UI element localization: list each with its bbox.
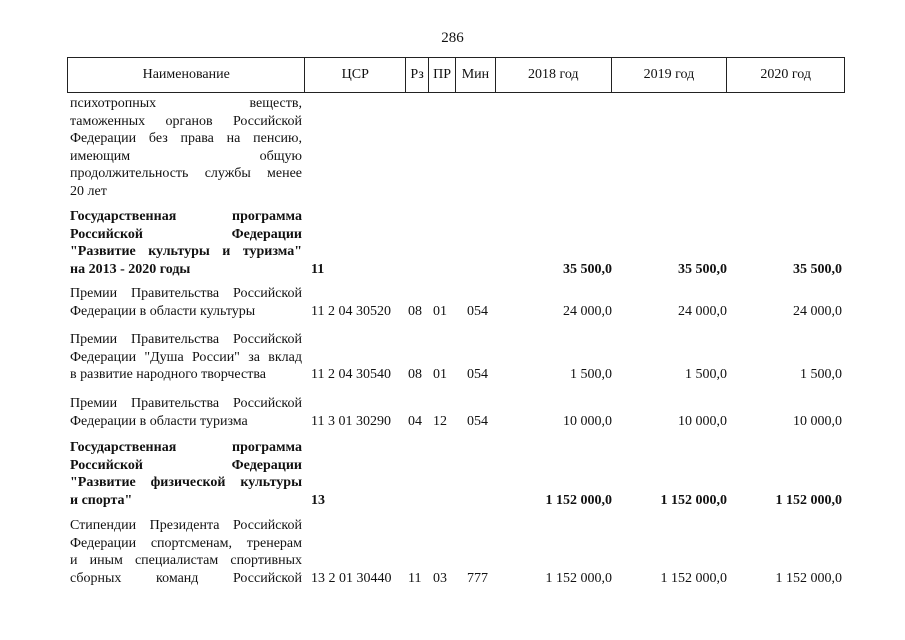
row-2019: 1 152 000,0: [660, 492, 727, 508]
row-min: 054: [467, 303, 488, 319]
row-2018: 1 152 000,0: [545, 570, 612, 586]
row-name: [70, 517, 302, 587]
row-name-line: "Развитие культуры и туризма": [70, 244, 302, 259]
row-min: 054: [467, 413, 488, 429]
row-min: 054: [467, 367, 488, 382]
row-name-line: психотропных веществ,: [70, 96, 302, 111]
table-row: [67, 95, 845, 201]
row-name-line: имеющим общую: [70, 148, 302, 164]
header-name: Наименование: [68, 58, 305, 92]
row-2018: 24 000,0: [563, 303, 612, 319]
row-2019: 1 152 000,0: [660, 570, 727, 586]
row-name-line: Федерации в области туризма: [70, 413, 248, 429]
row-name-line: Государственная программа: [70, 209, 302, 224]
row-name-line: Российской Федерации: [70, 226, 302, 242]
row-name-line: Стипендии Президента Российской: [70, 518, 302, 533]
row-name-line: в развитие народного творчества: [70, 367, 266, 382]
row-2020: 1 152 000,0: [775, 570, 842, 586]
row-csr: 11: [311, 261, 325, 277]
header-2019: 2019 год: [612, 58, 728, 92]
header-rz: Рз: [406, 58, 429, 92]
row-2018: 1 500,0: [570, 367, 612, 382]
row-pr: 01: [433, 303, 447, 319]
row-name: [70, 208, 302, 278]
row-name-line: Федерации "Душа России" за вклад: [70, 349, 302, 365]
row-csr: 13 2 01 30440: [311, 570, 392, 586]
header-2018: 2018 год: [496, 58, 612, 92]
row-name-line: Федерации спортсменам, тренерам: [70, 535, 302, 551]
row-2019: 1 500,0: [685, 367, 727, 382]
row-pr: 12: [433, 413, 447, 429]
row-min: 777: [467, 570, 488, 586]
row-name-line: Федерации без права на пенсию,: [70, 131, 302, 146]
row-2020: 1 152 000,0: [775, 492, 842, 508]
header-2020: 2020 год: [760, 67, 811, 82]
row-rz: 08: [408, 303, 422, 319]
row-rz: 11: [408, 570, 422, 586]
header-min: Мин: [456, 58, 496, 92]
table-row: [67, 208, 845, 278]
row-name-line: продолжительность службы менее: [70, 166, 302, 181]
row-rz: 04: [408, 413, 422, 429]
row-csr: 11 2 04 30540: [311, 367, 391, 382]
row-2019: 24 000,0: [678, 303, 727, 319]
row-name-line: на 2013 - 2020 годы: [70, 261, 191, 277]
row-name-line: Федерации в области культуры: [70, 303, 256, 319]
row-2020: 35 500,0: [793, 261, 842, 277]
row-name: [70, 285, 302, 320]
header-csr: ЦСР: [305, 58, 406, 92]
row-2018: 1 152 000,0: [545, 492, 612, 508]
row-name: [70, 95, 302, 200]
row-name: [70, 439, 302, 509]
row-2018: 10 000,0: [563, 413, 612, 429]
row-name: [70, 395, 302, 430]
row-name-line: Премии Правительства Российской: [70, 286, 302, 301]
row-2018: 35 500,0: [563, 261, 612, 277]
row-name-line: Российской Федерации: [70, 457, 302, 473]
row-csr: 13: [311, 492, 325, 508]
row-name: [70, 331, 302, 384]
row-name-line: сборных команд Российской: [70, 570, 302, 586]
row-2020: 10 000,0: [793, 413, 842, 429]
table-row: [67, 285, 845, 320]
row-2019: 35 500,0: [678, 261, 727, 277]
row-name-line: Премии Правительства Российской: [70, 396, 302, 411]
row-pr: 03: [433, 570, 447, 586]
row-csr: 11 3 01 30290: [311, 413, 391, 429]
page-number: 286: [441, 30, 464, 46]
table-row: [67, 395, 845, 430]
row-rz: 08: [408, 367, 422, 382]
row-name-line: Премии Правительства Российской: [70, 332, 302, 347]
table-row: [67, 331, 845, 384]
row-name-line: 20 лет: [70, 183, 107, 199]
row-name-line: и иным специалистам спортивных: [70, 553, 302, 568]
row-2020: 24 000,0: [793, 303, 842, 319]
table-header: [67, 57, 845, 93]
row-pr: 01: [433, 367, 447, 382]
row-csr: 11 2 04 30520: [311, 303, 391, 319]
row-name-line: таможенных органов Российской: [70, 113, 302, 129]
row-2020: 1 500,0: [800, 367, 842, 382]
row-name-line: и спорта": [70, 492, 133, 508]
table-row: [67, 517, 845, 587]
row-2019: 10 000,0: [678, 413, 727, 429]
row-name-line: "Развитие физической культуры: [70, 475, 302, 490]
table-row: [67, 439, 845, 509]
header-pr: ПР: [429, 58, 456, 92]
row-name-line: Государственная программа: [70, 440, 302, 455]
